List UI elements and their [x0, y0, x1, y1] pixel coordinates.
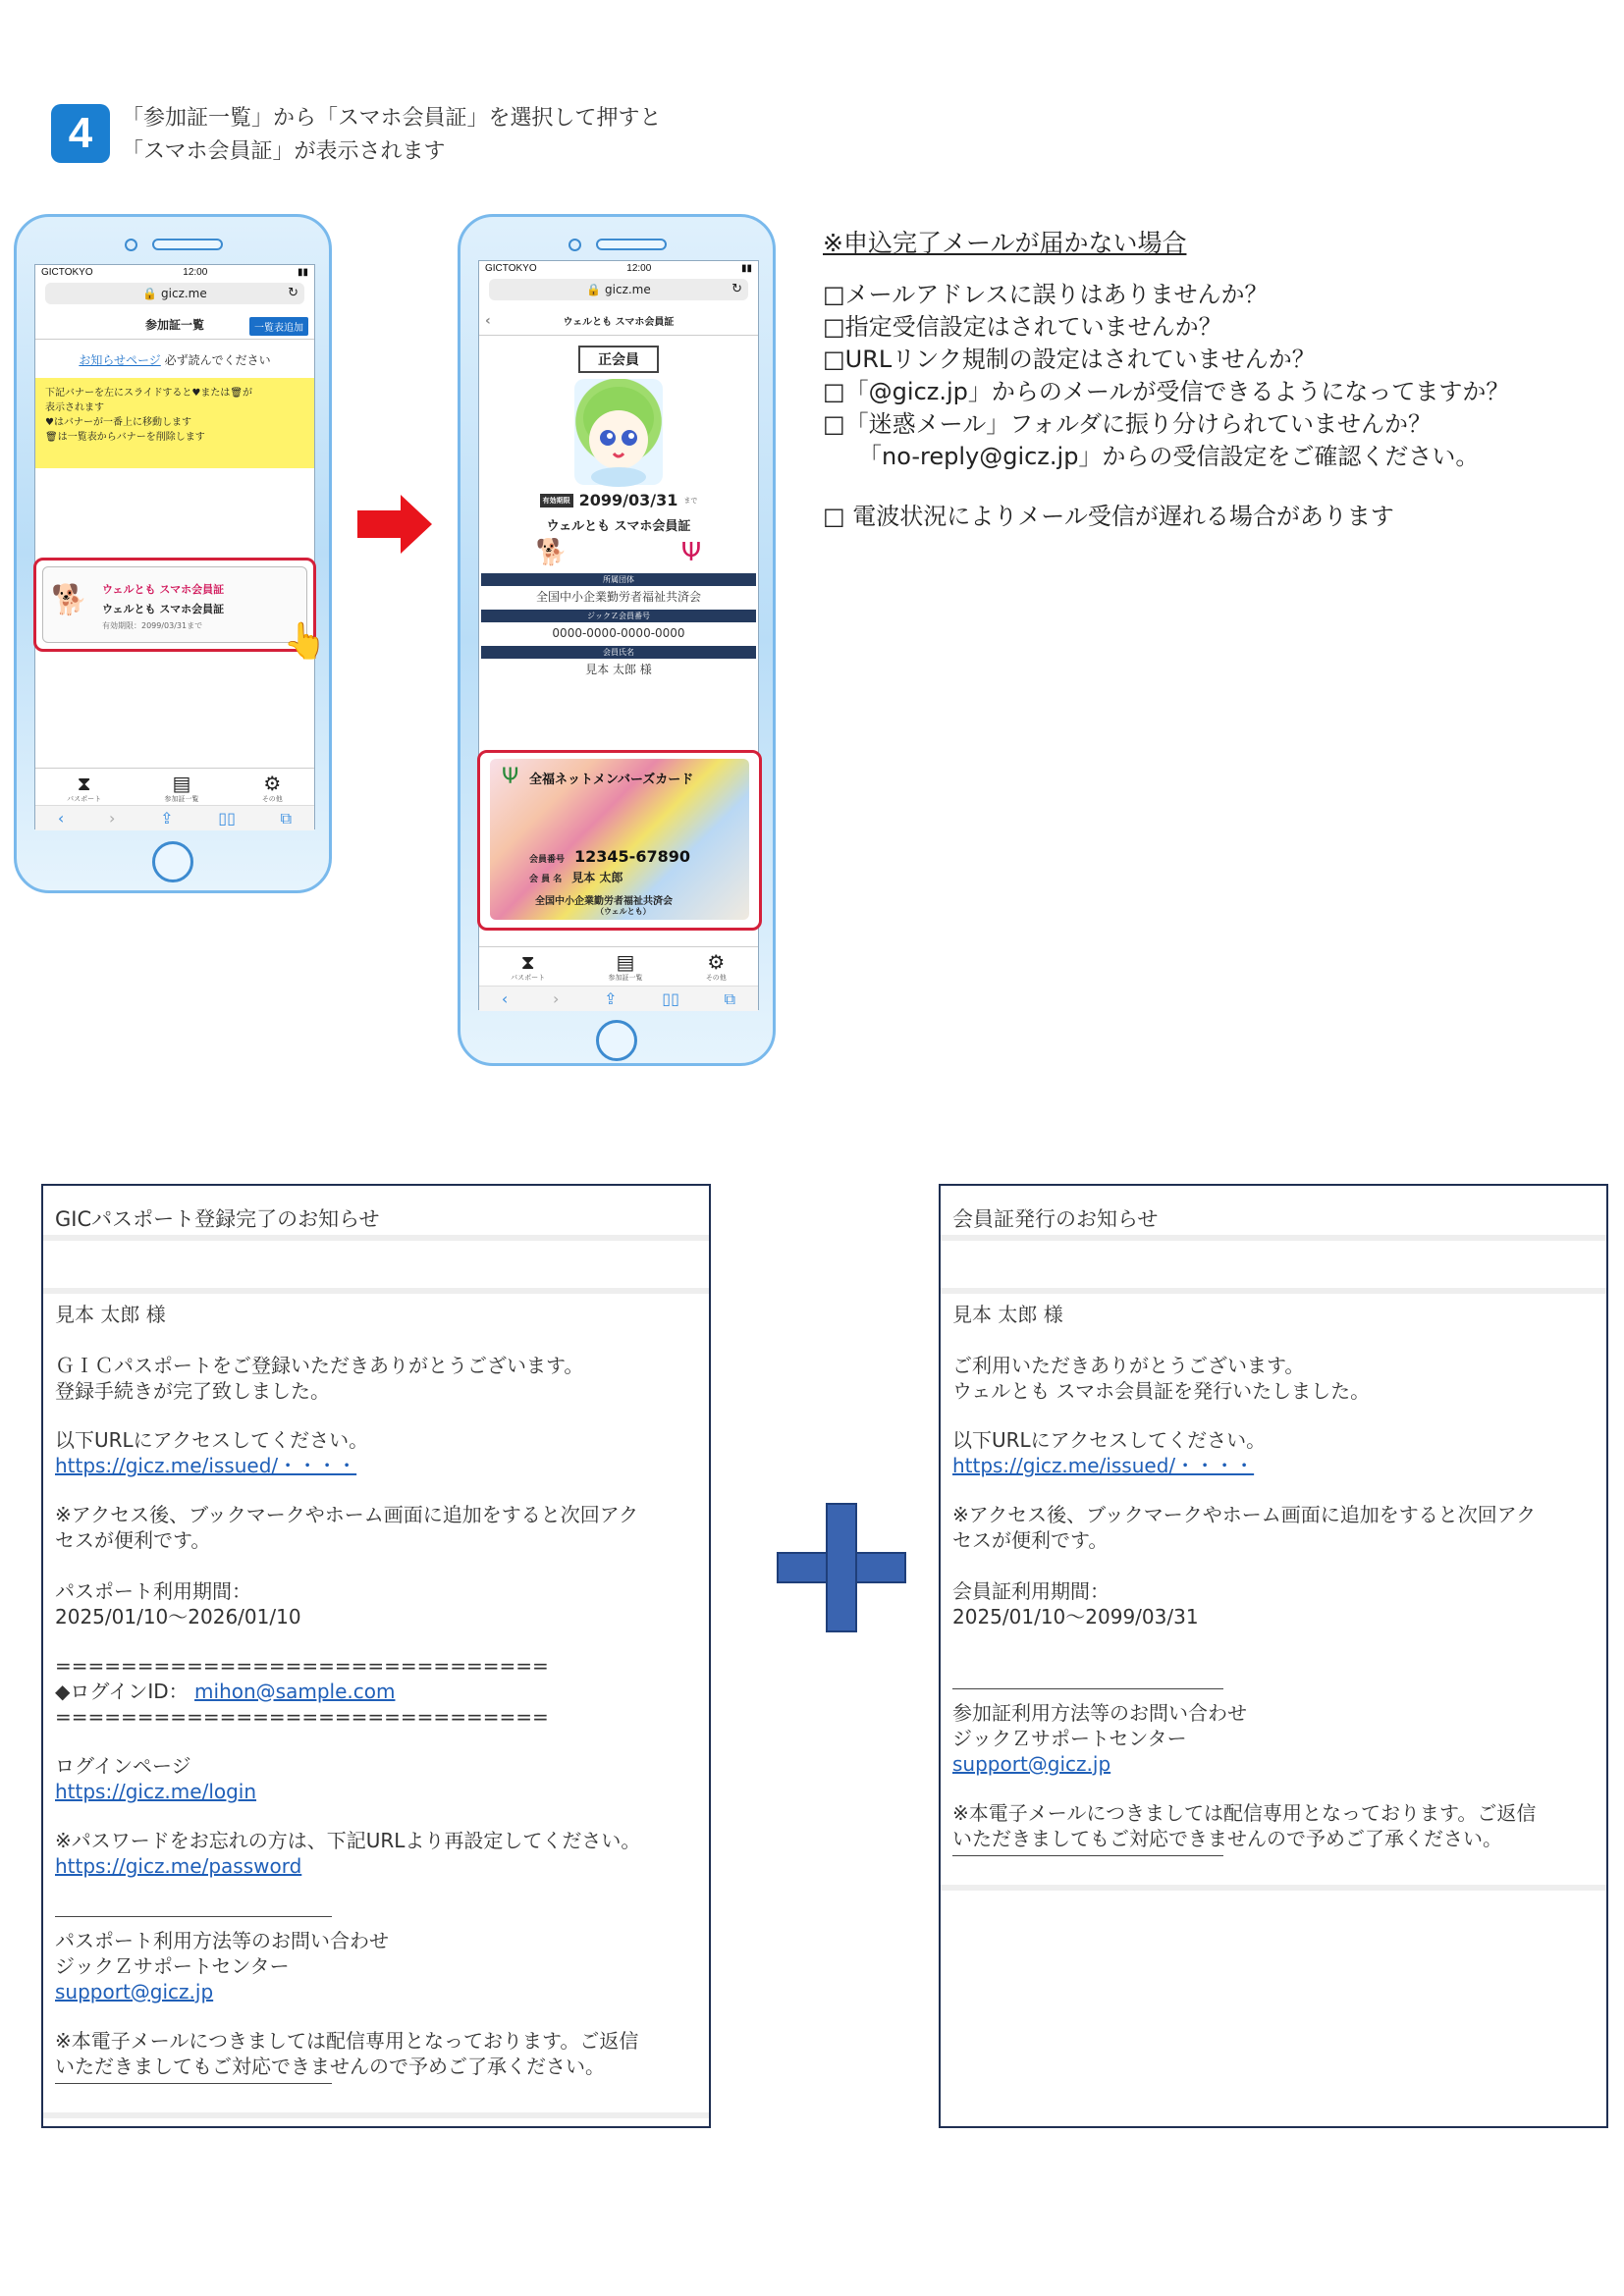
footer-note: ※本電子メールにつきましては配信専用となっております。ご返信 — [952, 1801, 1537, 1825]
checklist-extra: □ 電波状況によりメール受信が遅れる場合があります — [823, 503, 1394, 530]
battery-icon: ▮▮ — [297, 267, 308, 278]
nav-list[interactable] — [164, 773, 198, 804]
passport-icon: ⧗ — [77, 771, 91, 795]
status-bar — [479, 261, 758, 277]
banner-name: ウェルとも スマホ会員証 — [102, 603, 225, 615]
field-label-org: 所属団体 — [481, 573, 756, 586]
share-icon[interactable]: ⇪ — [604, 989, 618, 1008]
phone-2-screen — [478, 260, 759, 1010]
separator-line: ============================== — [55, 1705, 549, 1729]
home-button[interactable] — [152, 841, 193, 882]
notice-row — [35, 340, 314, 378]
share-icon[interactable]: ⇪ — [160, 809, 174, 828]
period-value: 2025/01/10～2099/03/31 — [952, 1605, 1199, 1629]
plus-icon — [778, 1504, 905, 1631]
login-link[interactable]: https://gicz.me/login — [55, 1780, 257, 1803]
back-chevron-icon[interactable]: ‹ — [485, 312, 491, 329]
card-org: 全国中小企業勤労者福祉共済会 — [535, 896, 673, 907]
email-body-line: セスが便利です。 — [55, 1528, 211, 1552]
bookmarks-icon[interactable]: ▯▯ — [218, 809, 236, 828]
contact-label: パスポート利用方法等のお問い合わせ — [55, 1929, 389, 1952]
nav-other-label: その他 — [261, 794, 283, 803]
address-bar[interactable]: 🔒 gicz.me ↻ — [45, 283, 304, 304]
step-line-2: 「スマホ会員証」が表示されます — [122, 139, 446, 164]
login-id-row — [55, 1679, 395, 1704]
nav-passport-label: パスポート — [511, 973, 546, 982]
support-email-link[interactable]: support@gicz.jp — [55, 1980, 214, 2003]
page-title: 参加証一覧 — [144, 318, 204, 332]
speaker-icon — [596, 239, 667, 250]
email-subject: GICパスポート登録完了のお知らせ — [43, 1186, 709, 1241]
checklist-item: 「no-reply@gicz.jp」からの受信設定をご確認ください。 — [823, 443, 1480, 470]
field-value-number: 0000-0000-0000-0000 — [552, 626, 685, 640]
checklist-item: □「@gicz.jp」からのメールが受信できるようになってますか？ — [823, 378, 1510, 405]
login-id-link[interactable]: mihon@sample.com — [194, 1680, 396, 1703]
footer-note: ※本電子メールにつきましては配信専用となっております。ご返信 — [55, 2029, 639, 2053]
divider — [43, 1288, 709, 1294]
field-label-name: 会員氏名 — [481, 646, 756, 659]
login-page-label: ログインページ — [55, 1754, 191, 1778]
password-note: ※パスワードをお忘れの方は、下記URLより再設定してください。 — [55, 1829, 641, 1852]
expiry-date: 2099/03/31 — [578, 491, 678, 509]
nav-passport-label: パスポート — [67, 794, 102, 803]
membership-card-banner[interactable] — [33, 558, 316, 652]
divider — [941, 1885, 1606, 1891]
card-title: 全福ネットメンバーズカード — [529, 773, 694, 787]
field-value-org: 全国中小企業勤労者福祉共済会 — [535, 590, 701, 604]
phone-1-screen — [34, 264, 327, 829]
id-card-icon: ▤ — [172, 771, 191, 795]
checklist-item: □「迷惑メール」フォルダに振り分けられていませんか？ — [823, 410, 1433, 438]
email-body-line: ＧＩＣパスポートをご登録いただきありがとうございます。 — [55, 1354, 584, 1377]
banner-expiry: 有効期限：2099/03/31まで — [102, 621, 203, 630]
support-center: ジックＺサポートセンター — [952, 1727, 1187, 1750]
field-label-number: ジックＺ会員番号 — [481, 610, 756, 622]
card-name-row — [529, 869, 623, 885]
card-name: ウェルとも スマホ会員証 — [546, 519, 691, 534]
browser-toolbar — [35, 805, 314, 830]
status-bar — [35, 265, 314, 281]
forward-icon[interactable]: › — [553, 989, 560, 1008]
nav-other[interactable] — [262, 773, 283, 804]
dog-mascot-icon: 🐕 — [535, 538, 568, 567]
page-title: ウェルとも スマホ会員証 — [563, 317, 675, 328]
camera-icon — [568, 239, 581, 251]
nav-other-label: その他 — [705, 973, 727, 982]
email-body-line: セスが便利です。 — [952, 1528, 1109, 1552]
issued-link[interactable]: https://gicz.me/issued/・・・・ — [952, 1454, 1255, 1477]
email-body-line: ウェルとも スマホ会員証を発行いたしました。 — [952, 1379, 1371, 1403]
step-number-badge: 4 — [51, 104, 110, 163]
banner-line-1: 下記バナーを左にスライドすると♥または🗑が — [45, 388, 253, 399]
email-greeting: 見本 太郎 様 — [55, 1303, 166, 1326]
phone-2-frame — [458, 214, 776, 1066]
email-body-line: 以下URLにアクセスしてください。 — [952, 1428, 1267, 1452]
carrier-label: GICTOKYO — [485, 263, 537, 274]
step-line-1: 「参加証一覧」から「スマホ会員証」を選択して押すと — [122, 106, 662, 131]
clock: 12:00 — [183, 267, 208, 278]
footer-note: いただきましてもご対応できませんので予めご了承ください。 — [55, 2055, 605, 2078]
signature-rule — [55, 2083, 332, 2084]
signature-rule — [952, 1688, 1223, 1689]
browser-toolbar — [479, 986, 758, 1011]
card-org-sub: （ウェルとも） — [596, 907, 651, 916]
camera-icon — [125, 239, 137, 251]
mascot-face-icon — [574, 379, 663, 485]
clock: 12:00 — [626, 263, 652, 274]
support-email-link[interactable]: support@gicz.jp — [952, 1752, 1111, 1776]
card-member-name: 見本 太郎 — [571, 871, 623, 884]
login-id-label: ◆ログインID： — [55, 1680, 189, 1703]
banner-line-3: ♥はバナーが一番上に移動します — [45, 417, 191, 428]
nav-list-label: 参加証一覧 — [164, 794, 199, 803]
expiry-tag: 有効期限 — [540, 494, 573, 507]
nav-list-label: 参加証一覧 — [608, 973, 643, 982]
expiry-row — [479, 491, 758, 509]
reload-icon[interactable]: ↻ — [731, 282, 742, 296]
banner-line-2: 表示されます — [45, 402, 104, 413]
mascot-image — [574, 379, 663, 485]
back-icon[interactable]: ‹ — [57, 809, 65, 828]
email-body-line: ※アクセス後、ブックマークやホーム画面に追加をすると次回アク — [952, 1503, 1537, 1526]
notice-link[interactable]: お知らせページ — [79, 353, 161, 367]
member-class-badge: 正会員 — [578, 346, 659, 373]
period-value: 2025/01/10～2026/01/10 — [55, 1605, 301, 1629]
nav-passport[interactable] — [511, 951, 545, 983]
organization-logo-icon: Ψ — [680, 538, 702, 567]
pointing-hand-icon: 👆 — [283, 621, 327, 662]
url-text: gicz.me — [605, 283, 651, 296]
banner-title: ウェルとも スマホ会員証 — [102, 583, 225, 596]
signature-rule — [55, 1916, 332, 1917]
gear-icon: ⚙ — [263, 771, 282, 795]
checklist-item: □URLリンク規制の設定はされていませんか？ — [823, 346, 1316, 373]
field-value-name: 見本 太郎 様 — [585, 663, 652, 676]
issued-link[interactable]: https://gicz.me/issued/・・・・ — [55, 1454, 357, 1477]
support-center: ジックＺサポートセンター — [55, 1954, 290, 1978]
carrier-label: GICTOKYO — [41, 267, 93, 278]
checklist-item: □メールアドレスに誤りはありませんか？ — [823, 281, 1269, 308]
add-list-button[interactable]: 一覧表追加 — [249, 317, 308, 336]
notice-text: 必ず読んでください — [164, 353, 271, 367]
nav-list[interactable] — [608, 951, 642, 983]
checklist-title: ※申込完了メールが届かない場合 — [823, 229, 1187, 257]
nav-passport[interactable] — [67, 773, 101, 804]
separator-line: ============================== — [55, 1654, 549, 1678]
email-body-line: 以下URLにアクセスしてください。 — [55, 1428, 369, 1452]
battery-icon: ▮▮ — [740, 263, 752, 274]
email-registration-complete — [41, 1184, 711, 2128]
contact-label: 参加証利用方法等のお問い合わせ — [952, 1701, 1247, 1725]
banner-line-4: 🗑は一覧表からバナーを削除します — [45, 432, 205, 443]
right-arrow-icon — [357, 495, 432, 554]
checklist-item: □指定受信設定はされていませんか？ — [823, 313, 1222, 341]
members-card-image[interactable] — [477, 750, 762, 931]
page-header — [35, 310, 314, 340]
card-number: 12345-67890 — [574, 847, 690, 866]
passport-icon: ⧗ — [520, 949, 535, 974]
email-body-line: ※アクセス後、ブックマークやホーム画面に追加をすると次回アク — [55, 1503, 639, 1526]
card-name-label: 会 員 名 — [529, 875, 563, 884]
id-card-icon: ▤ — [616, 949, 635, 974]
card-number-label: 会員番号 — [529, 855, 566, 865]
expiry-suffix: まで — [683, 496, 698, 505]
home-button[interactable] — [596, 1020, 637, 1061]
forward-icon[interactable]: › — [109, 809, 116, 828]
page-header — [479, 306, 758, 336]
back-icon[interactable]: ‹ — [501, 989, 509, 1008]
dog-mascot-icon: 🐕 — [51, 583, 88, 617]
card-logo-icon: Ψ — [502, 765, 519, 789]
nav-other[interactable] — [706, 951, 727, 983]
address-bar[interactable]: 🔒 gicz.me ↻ — [489, 279, 748, 300]
tabs-icon[interactable]: ⧉ — [724, 988, 736, 1008]
logo-row — [479, 538, 758, 567]
divider — [941, 1288, 1606, 1294]
checklist — [823, 279, 1509, 473]
gear-icon: ⚙ — [707, 949, 726, 974]
card-number-row — [529, 847, 690, 866]
app-bottom-nav — [35, 768, 314, 807]
bookmarks-icon[interactable]: ▯▯ — [662, 989, 679, 1008]
banner-inner — [42, 566, 307, 643]
divider — [43, 2112, 709, 2118]
password-link[interactable]: https://gicz.me/password — [55, 1854, 302, 1878]
phone-1-frame — [14, 214, 332, 893]
email-body-line: 登録手続きが完了致しました。 — [55, 1379, 330, 1403]
period-label: 会員証利用期間： — [952, 1579, 1110, 1603]
instruction-banner — [35, 378, 314, 468]
url-text: gicz.me — [161, 287, 207, 300]
speaker-icon — [152, 239, 223, 250]
email-greeting: 見本 太郎 様 — [952, 1303, 1063, 1326]
email-card-issued — [939, 1184, 1608, 2128]
reload-icon[interactable]: ↻ — [288, 286, 298, 300]
footer-note: いただきましてもご対応できませんので予めご了承ください。 — [952, 1827, 1502, 1850]
tabs-icon[interactable]: ⧉ — [280, 808, 293, 828]
signature-rule — [952, 1855, 1223, 1856]
email-body-line: ご利用いただきありがとうございます。 — [952, 1354, 1305, 1377]
email-subject: 会員証発行のお知らせ — [941, 1186, 1606, 1241]
step-instruction — [122, 102, 662, 169]
period-label: パスポート利用期間： — [55, 1579, 251, 1603]
app-bottom-nav — [479, 946, 758, 986]
